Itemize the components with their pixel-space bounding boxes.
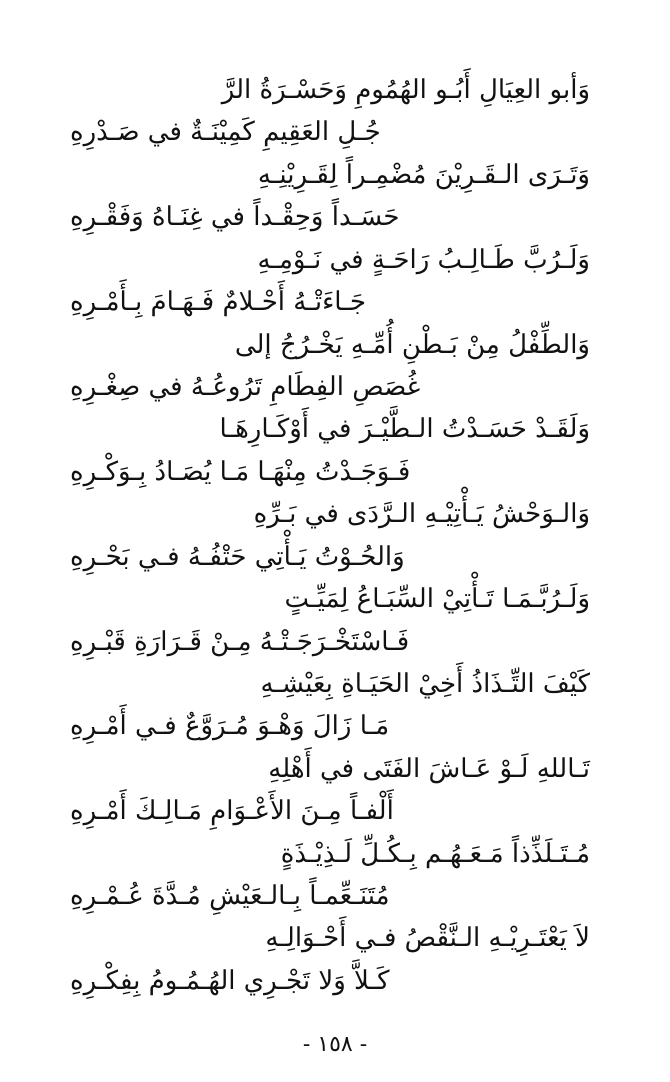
poem-line-18: أَلْفـاً مِـنَ الأَعْـوَامِ مَـالِـكَ أَمْـرِهِ [70,796,394,826]
poem-line-4: حَسَـداً وَحِقْـداً في غِنَـاهُ وَفَقْـرِهِ [70,202,400,232]
poem-line-15: كَيْفَ التِّـذَاذُ أَخِيْ الحَيَـاةِ بِعَيْشِـهِ [260,669,590,699]
poem-line-10: فَـوَجَـدْتُ مِنْهَـا مَـا يُصَـادُ بِـوَكْـرِهِ [70,457,411,487]
poem-line-7: وَالطِّفْلُ مِنْ بَـطْنِ أُمِّـهِ يَخْـرُجُ إلى [234,330,590,360]
poem-line-17: تَـاللهِ لَـوْ عَـاشَ الفَتَى في أَهْلِهِ [268,754,590,784]
poem-line-19: مُـتَـلَذِّذاً مَـعَـهُـم بِـكُـلِّ لَـذِيْـذَةٍ [280,839,590,869]
poem-line-22: كَـلاَّ وَلا تَجْـرِي الهُـمُـومُ بِفِكْـرِهِ [70,966,390,996]
poem-line-2: جُـلِ العَقِيمِ كَمِيْنَـةٌ في صَـدْرِهِ [70,117,381,147]
poem-line-3: وَتَـرَى الـقَـرِيْنَ مُضْمِـراً لِقَـرِيْنِـهِ [257,160,590,190]
poem-line-16: مَـا زَالَ وَهْـوَ مُـرَوَّعٌ فـي أَمْـرِهِ [70,711,390,741]
poem-line-8: غُصَصِ الفِطَامِ تَرُوعُـهُ في صِغْـرِهِ [70,372,421,402]
poem-line-1: وَأبو العِيَالِ أَبُـو الهُمُومِ وَحَسْـرَةُ الرَّ [221,75,590,105]
poem-line-21: لاَ يَعْتَـرِيْـهِ الـنَّقْصُ فـي أَحْـوَالِـهِ [265,923,590,953]
poem-line-9: وَلَقَـدْ حَسَـدْتُ الـطَّيْـرَ في أَوْكَـارِهَـا [219,414,590,444]
poem-line-13: وَلَـرُبَّـمَـا تَـأْتِيْ السِّبَـاعُ لِمَيِّـتٍ [284,584,590,614]
poem-line-12: وَالحُـوْتُ يَـأْتِي حَتْفُـهُ فـي بَحْـرِهِ [70,542,405,572]
poem-line-6: جَـاءَتْـهُ أَحْـلامٌ فَـهَـامَ بِـأَمْـرِهِ [70,287,366,317]
poem-line-20: مُتَنَـعِّمـاً بِـالـعَيْشِ مُـدَّةَ عُـمْـرِهِ [70,881,390,911]
poem-line-14: فَـاسْتَخْـرَجَـتْـهُ مِـنْ قَـرَارَةِ قَبْـرِهِ [70,627,410,657]
poem-line-11: وَالـوَحْشُ يَـأْتِيْـهِ الـرَّدَى في بَـرِّهِ [253,499,590,529]
poem-line-5: وَلَـرُبَّ طَـالِـبُ رَاحَـةٍ في نَـوْمِـهِ [257,245,590,275]
page-number: - ١٥٨ - [302,1032,368,1057]
